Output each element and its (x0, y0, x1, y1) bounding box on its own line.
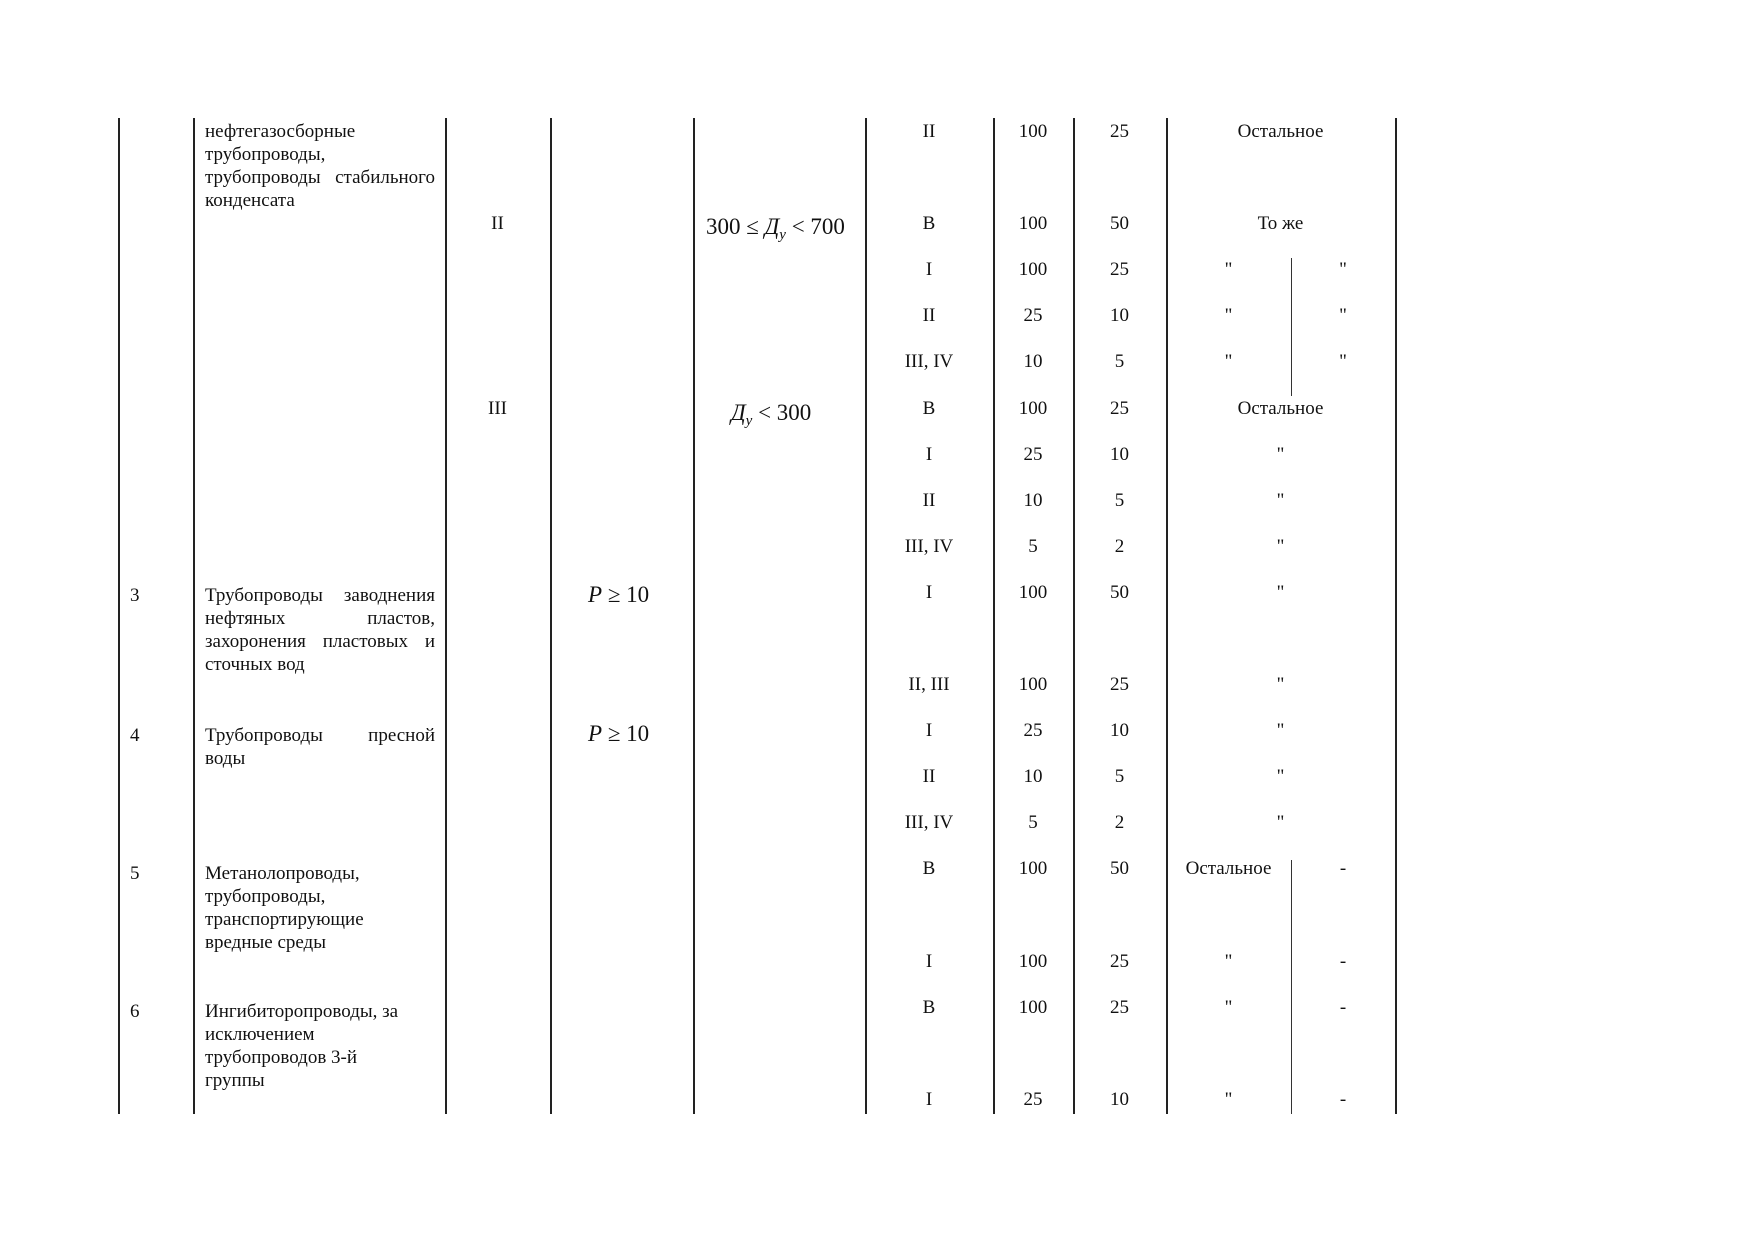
section-category-cell: III, IV (904, 812, 954, 833)
remark-cell: Остальное (1237, 398, 1324, 419)
section-category-cell: В (922, 398, 936, 419)
percent-b-cell: 25 (1110, 997, 1129, 1018)
remark-cell: " (1276, 582, 1285, 603)
percent-a-cell: 10 (1023, 351, 1043, 372)
percent-a-cell: 100 (1018, 674, 1048, 695)
section-category-cell: I (925, 1089, 933, 1110)
percent-a-cell: 100 (1018, 997, 1048, 1018)
remark-cell: " (1224, 305, 1233, 326)
section-category-cell: В (922, 858, 936, 879)
row-number-6: 6 (130, 1001, 140, 1022)
remark-extra-cell: " (1339, 259, 1347, 280)
percent-a-cell: 25 (1023, 305, 1043, 326)
remark-cell: Остальное (1185, 858, 1272, 879)
percent-a-cell: 5 (1028, 536, 1038, 557)
section-category-cell: II (922, 766, 936, 787)
percent-b-cell: 50 (1110, 213, 1129, 234)
remark-cell: " (1276, 812, 1285, 833)
percent-a-cell: 5 (1028, 812, 1038, 833)
section-category-cell: III, IV (904, 536, 954, 557)
section-category-cell: II (922, 121, 936, 142)
section-category-cell: III, IV (904, 351, 954, 372)
remark-cell: " (1224, 351, 1233, 372)
section-category-cell: I (925, 444, 933, 465)
pipeline-name-row-6: Ингибиторопроводы, за исключением трубопроводов 3-й группы (205, 1001, 399, 1091)
remark-cell: Остальное (1237, 121, 1324, 142)
remark-cell: То же (1257, 213, 1304, 234)
section-category-cell: II (922, 305, 936, 326)
percent-a-cell: 100 (1018, 858, 1048, 879)
remark-cell: " (1224, 259, 1233, 280)
remark-extra-cell: - (1339, 858, 1347, 879)
row-number-4: 4 (130, 725, 140, 746)
remark-cell: " (1224, 951, 1233, 972)
diameter-condition-below-300: $Д_у < 300$ (731, 400, 812, 429)
remark-cell: " (1276, 674, 1285, 695)
percent-b-cell: 25 (1110, 951, 1129, 972)
remark-cell: " (1224, 1089, 1233, 1110)
percent-a-cell: 100 (1018, 121, 1048, 142)
column-divider-num (193, 118, 195, 1114)
pipeline-name-row-5: Метанолопроводы, трубопроводы, транспортирующие вредные среды (205, 863, 364, 953)
table-border-left (118, 118, 120, 1114)
section-category-cell: I (925, 582, 933, 603)
remark-cell: " (1276, 536, 1285, 557)
section-category-cell: I (925, 259, 933, 280)
remark-cell: " (1276, 444, 1285, 465)
percent-a-cell: 10 (1023, 490, 1043, 511)
section-category-cell: В (922, 997, 936, 1018)
row-number-5: 5 (130, 863, 140, 884)
percent-b-cell: 10 (1110, 444, 1129, 465)
percent-b-cell: 25 (1110, 259, 1129, 280)
section-category-cell: I (925, 951, 933, 972)
section-category-cell: II, III (908, 674, 950, 695)
percent-a-cell: 100 (1018, 398, 1048, 419)
pipeline-name-row-4: Трубопроводы пресной воды (205, 725, 435, 769)
percent-a-cell: 10 (1023, 766, 1043, 787)
percent-b-cell: 25 (1110, 674, 1129, 695)
percent-b-cell: 2 (1114, 536, 1125, 557)
percent-a-cell: 100 (1018, 951, 1048, 972)
pipeline-category-ii: II (491, 213, 504, 234)
remark-extra-cell: - (1339, 951, 1347, 972)
percent-b-cell: 10 (1110, 720, 1129, 741)
percent-a-cell: 100 (1018, 213, 1048, 234)
percent-a-cell: 25 (1023, 1089, 1043, 1110)
percent-b-cell: 5 (1114, 490, 1125, 511)
percent-b-cell: 50 (1110, 582, 1129, 603)
percent-b-cell: 10 (1110, 305, 1129, 326)
diameter-condition-300-700: $300 \le Д_у < 700$ (706, 214, 845, 243)
percent-b-cell: 25 (1110, 121, 1129, 142)
percent-b-cell: 2 (1114, 812, 1125, 833)
percent-b-cell: 50 (1110, 858, 1129, 879)
percent-a-cell: 100 (1018, 582, 1048, 603)
percent-b-cell: 5 (1114, 766, 1125, 787)
remark-cell: " (1276, 766, 1285, 787)
split-divider-lower (1291, 860, 1292, 1114)
remark-cell: " (1276, 490, 1285, 511)
section-category-cell: В (922, 213, 936, 234)
percent-a-cell: 25 (1023, 720, 1043, 741)
pressure-condition-row-3: P ≥ 10 (588, 582, 650, 607)
section-category-cell: I (925, 720, 933, 741)
pressure-condition-row-4: P ≥ 10 (588, 721, 650, 746)
remark-cell: " (1224, 997, 1233, 1018)
table-border-right (1395, 118, 1397, 1114)
percent-b-cell: 25 (1110, 398, 1129, 419)
pipeline-name-row-3: Трубопроводы заводнения нефтяных пластов, захоронения пластовых и сточных вод (205, 585, 435, 675)
percent-b-cell: 10 (1110, 1089, 1129, 1110)
remark-extra-cell: " (1339, 351, 1347, 372)
percent-b-cell: 5 (1114, 351, 1125, 372)
pipeline-name-row-0: нефтегазосборные трубопроводы, трубопроводы стабильного конденсата (205, 121, 435, 211)
remark-extra-cell: - (1339, 997, 1347, 1018)
row-number-3: 3 (130, 585, 140, 606)
percent-a-cell: 25 (1023, 444, 1043, 465)
section-category-cell: II (922, 490, 936, 511)
remark-extra-cell: - (1339, 1089, 1347, 1110)
column-divider-name (445, 118, 447, 1114)
remark-extra-cell: " (1339, 305, 1347, 326)
pipeline-category-iii: III (488, 398, 507, 419)
column-divider-pressure (693, 118, 695, 1114)
column-divider-group (550, 118, 552, 1114)
remark-cell: " (1276, 720, 1285, 741)
percent-a-cell: 100 (1018, 259, 1048, 280)
